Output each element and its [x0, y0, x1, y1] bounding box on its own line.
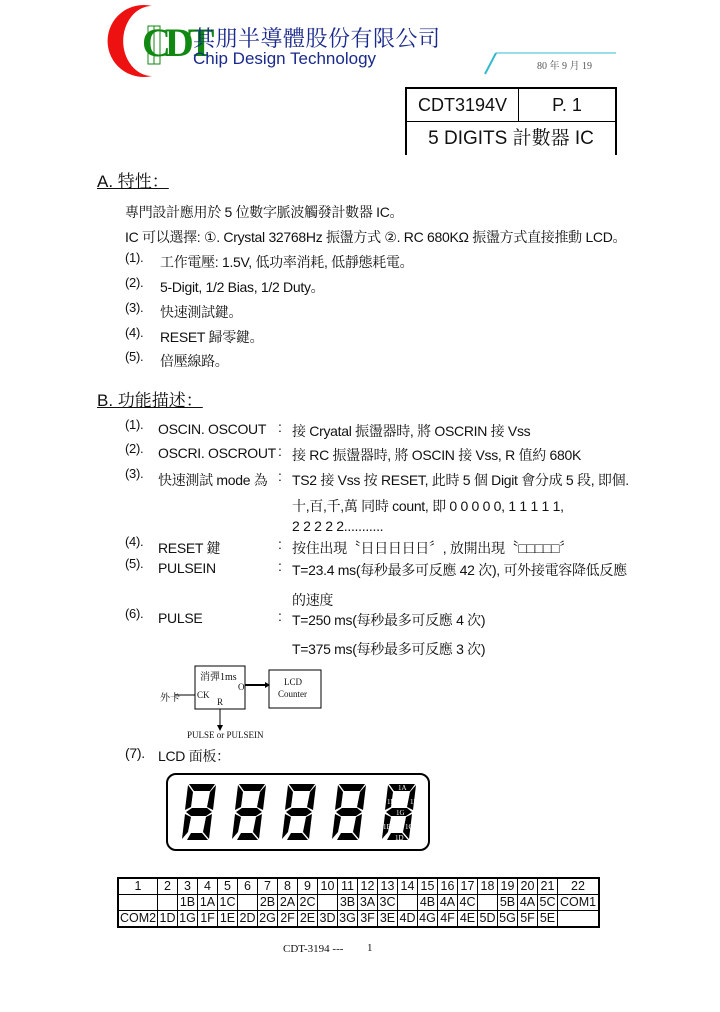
table-cell — [318, 895, 338, 911]
table-cell: 5G — [499, 911, 516, 925]
diagram-input-label: 外卡 — [160, 693, 180, 704]
lcd-segment-label: 1B — [410, 798, 419, 806]
page-number: P. 1 — [552, 95, 582, 115]
table-cell: 4F — [438, 911, 458, 928]
function-description: T=375 ms(每秒最多可反應 3 次) — [292, 641, 486, 657]
table-cell: 2 — [158, 878, 178, 895]
table-row — [118, 911, 599, 928]
table-cell: 3D — [318, 911, 338, 928]
table-cell: 1F — [198, 911, 218, 928]
table-cell: 4D — [398, 911, 418, 928]
function-description: TS2 接 Vss 按 RESET, 此時 5 個 Digit 會分成 5 段, 即個. — [292, 472, 629, 488]
table-cell: 8 — [278, 878, 298, 895]
table-cell: 1G — [179, 911, 196, 925]
table-cell: 1C — [218, 895, 238, 911]
table-cell: 7 — [258, 878, 278, 895]
function-description: 接 Cryatal 振盪器時, 將 OSCRIN 接 Vss — [292, 423, 531, 439]
lcd-segment-label: 1D — [395, 834, 404, 842]
table-cell: 13 — [378, 878, 398, 895]
diagram-r: R — [217, 697, 224, 707]
function-label: 快速測試 mode 為 — [158, 472, 268, 488]
table-cell: 22 — [558, 878, 600, 895]
table-row — [118, 895, 599, 911]
table-cell: 4A — [438, 895, 458, 911]
table-cell: COM2 — [119, 911, 157, 925]
colon: : — [278, 443, 282, 459]
table-cell — [478, 895, 498, 911]
feature-item: 工作電壓: 1.5V, 低功率消耗, 低靜態耗電。 — [160, 254, 414, 270]
feature-item: 倍壓線路。 — [160, 353, 229, 369]
table-cell: 4E — [458, 911, 478, 928]
diagram-o: O — [238, 682, 245, 692]
table-cell: 3E — [378, 911, 398, 928]
function-description: T=23.4 ms(每秒最多可反應 42 次), 可外接電容降低反應 — [292, 562, 627, 578]
table-cell: 3A — [358, 895, 378, 911]
colon: : — [278, 419, 282, 435]
table-cell: 1A — [198, 895, 218, 911]
item-number: (5). — [125, 349, 144, 364]
item-number: (3). — [125, 300, 144, 315]
function-description: 的速度 — [292, 592, 334, 608]
colon: : — [278, 608, 282, 624]
table-cell: 20 — [518, 878, 538, 895]
table-cell: 16 — [438, 878, 458, 895]
table-cell — [398, 895, 418, 911]
table-cell: 1E — [218, 911, 238, 928]
footer-page: 1 — [367, 942, 373, 954]
table-cell: 12 — [358, 878, 378, 895]
feature-item: 5-Digit, 1/2 Bias, 1/2 Duty。 — [160, 279, 325, 295]
table-cell: 3C — [378, 895, 398, 911]
diagram-counter-line1: LCD — [284, 677, 302, 687]
table-cell: 3F — [358, 911, 378, 928]
function-label: PULSEIN — [158, 560, 216, 576]
table-cell: 5B — [498, 895, 518, 911]
lcd-segment-label: 1C — [405, 823, 414, 831]
table-cell: 1B — [178, 895, 198, 911]
intro-line-1: 專門設計應用於 5 位數字脈波觸發計數器 IC。 — [125, 204, 404, 220]
diagram-counter-line2: Counter — [278, 689, 307, 699]
table-cell — [558, 911, 600, 928]
colon: : — [278, 536, 282, 552]
table-cell: 5E — [538, 911, 558, 928]
table-cell: 1 — [118, 878, 158, 895]
intro-line-2: IC 可以選擇: ①. Crystal 32768Hz 振盪方式 ②. RC 680KΩ 振盪方式直接推動 LCD。 — [125, 229, 627, 245]
table-cell: 15 — [418, 878, 438, 895]
table-row — [118, 878, 599, 895]
item-number: (6). — [125, 606, 144, 621]
table-cell: 4B — [418, 895, 438, 911]
table-cell: 4G — [419, 911, 436, 925]
table-cell: 5 — [218, 878, 238, 895]
item-number: (3). — [125, 466, 144, 481]
table-cell: 17 — [458, 878, 478, 895]
table-cell: 2A — [278, 895, 298, 911]
table-cell: 2B — [258, 895, 278, 911]
table-cell: 2D — [238, 911, 258, 928]
table-cell: 3G — [339, 911, 356, 925]
diagram-ck: CK — [197, 690, 210, 700]
pin-table — [117, 877, 600, 928]
table-cell: 5F — [518, 911, 538, 928]
title-box — [405, 87, 617, 155]
table-cell: 1D — [158, 911, 178, 928]
item-number: (2). — [125, 275, 144, 290]
footer-doc: CDT-3194 --- — [283, 943, 344, 955]
table-cell: 4 — [198, 878, 218, 895]
table-cell: 2F — [278, 911, 298, 928]
company-name-en: Chip Design Technology — [193, 49, 377, 68]
table-cell: 4C — [458, 895, 478, 911]
feature-item: 快速測試鍵。 — [160, 304, 243, 320]
block-diagram — [155, 665, 330, 735]
part-number: CDT3194V — [407, 89, 519, 121]
item-number: (1). — [125, 417, 144, 432]
feature-item: RESET 歸零鍵。 — [160, 329, 264, 345]
table-cell: 4A — [518, 895, 538, 911]
table-cell: 21 — [538, 878, 558, 895]
function-description: 接 RC 振盪器時, 將 OSCIN 接 Vss, R 值約 680K — [292, 447, 581, 463]
item-number: (7). — [125, 745, 145, 761]
table-cell — [158, 895, 178, 911]
table-cell: COM1 — [558, 895, 600, 911]
function-description: T=250 ms(每秒最多可反應 4 次) — [292, 612, 486, 628]
function-description: 按住出現〝日日日日日〞, 放開出現〝□□□□□〞 — [292, 540, 573, 556]
table-cell: 5C — [538, 895, 558, 911]
table-cell: 11 — [338, 878, 358, 895]
table-cell: 10 — [318, 878, 338, 895]
table-cell: 2C — [298, 895, 318, 911]
logo-letters: CDT — [142, 20, 209, 65]
section-b-title: B. 功能描述： — [97, 391, 203, 410]
table-cell: 18 — [478, 878, 498, 895]
lcd-segment-label: 1F — [387, 798, 395, 806]
function-label: PULSE — [158, 610, 203, 626]
lcd-panel-label: LCD 面板： — [158, 748, 230, 764]
table-cell: 14 — [398, 878, 418, 895]
product-title: 5 DIGITS 計數器 IC — [428, 128, 594, 149]
table-cell: 3 — [178, 878, 198, 895]
item-number: (4). — [125, 325, 144, 340]
table-cell: 2G — [259, 911, 276, 925]
function-description: 十,百,千,萬 同時 count, 即 0 0 0 0 0, 1 1 1 1 1, — [292, 498, 564, 514]
document-date: 80 年 9 月 19 — [537, 61, 592, 72]
colon: : — [278, 558, 282, 574]
item-number: (1). — [125, 250, 144, 265]
table-cell — [118, 895, 158, 911]
table-cell: 19 — [498, 878, 518, 895]
diagram-block-label: 消彈1ms — [200, 672, 237, 683]
item-number: (4). — [125, 534, 144, 549]
lcd-segment-label: 1E — [383, 823, 391, 831]
lcd-segment-label: 1A — [398, 784, 407, 792]
function-label: OSCIN. OSCOUT — [158, 421, 267, 437]
section-a-title: A. 特性： — [97, 172, 169, 191]
lcd-segment-label: 1G — [396, 809, 405, 817]
table-cell — [238, 895, 258, 911]
table-cell: 9 — [298, 878, 318, 895]
function-label: OSCRI. OSCROUT — [158, 445, 276, 461]
table-cell: 3B — [338, 895, 358, 911]
diagram-bottom-label: PULSE or PULSEIN — [187, 730, 264, 740]
colon: : — [278, 468, 282, 484]
company-name-cn: 其朋半導體股份有限公司 — [193, 26, 441, 51]
table-cell: 2E — [298, 911, 318, 928]
table-cell: 5D — [478, 911, 498, 928]
function-description: 2 2 2 2 2........... — [292, 518, 384, 534]
lcd-panel — [165, 772, 431, 852]
function-label: RESET 鍵 — [158, 540, 221, 556]
table-cell: 6 — [238, 878, 258, 895]
item-number: (2). — [125, 441, 144, 456]
item-number: (5). — [125, 556, 144, 571]
